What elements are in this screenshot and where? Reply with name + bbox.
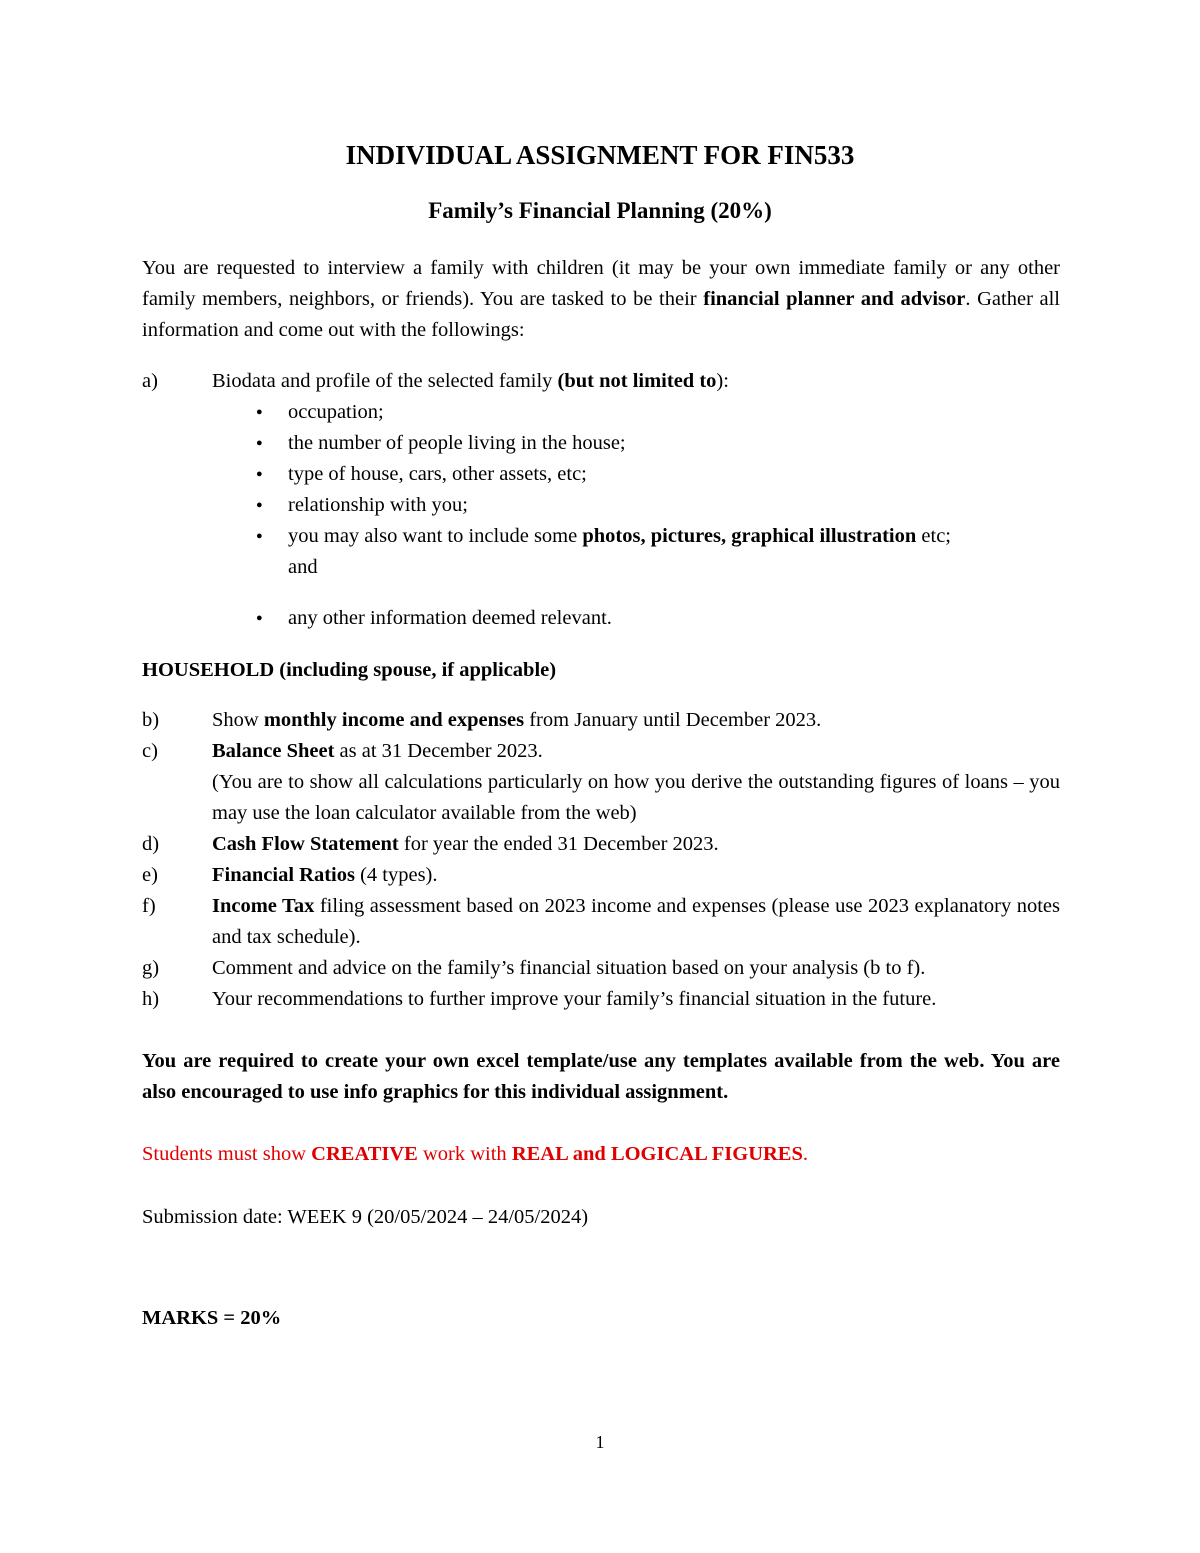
list-label: b) [142, 709, 160, 731]
list-text: Income Tax filing assessment based on 2023 income and expenses (please use 2023 explanatory notes and tax schedule). [212, 895, 1060, 948]
page-number: 1 [595, 1432, 605, 1452]
bullet-text: any other information deemed relevant. [288, 607, 612, 629]
bullet-icon: ● [256, 468, 263, 480]
list-label: a) [142, 370, 158, 392]
list-note: (You are to show all calculations particularly on how you derive the outstanding figures of loans – you may use the loan calculator available from the web) [212, 771, 1060, 824]
intro-bold: financial planner and advisor [703, 288, 966, 310]
bullet-text: type of house, cars, other assets, etc; [288, 463, 587, 485]
marks-label: MARKS = 20% [142, 1307, 282, 1329]
intro-text: You are requested to interview a family with children (it may be your own immediate family or any other family members, neighbors, or friends). You are tasked to be their [142, 257, 1060, 310]
bullet-text: you may also want to include some photos, pictures, graphical illustration etc; [288, 525, 951, 547]
list-label: h) [142, 988, 160, 1010]
bullet-icon: ● [256, 499, 263, 511]
bullet-text: and [288, 556, 318, 578]
household-heading: HOUSEHOLD (including spouse, if applicable) [142, 659, 557, 681]
bullet-text: relationship with you; [288, 494, 468, 516]
list-text: Biodata and profile of the selected family (but not limited to): [212, 370, 729, 392]
bullet-icon: ● [256, 406, 263, 418]
list-label: d) [142, 833, 160, 855]
intro-paragraph [142, 253, 1060, 346]
bullet-icon: ● [256, 530, 263, 542]
list-text: Cash Flow Statement for year the ended 31 December 2023. [212, 833, 719, 855]
requirement-paragraph: You are required to create your own excel template/use any templates available from the web. You are also encouraged to use info graphics for this individual assignment. [142, 1050, 1060, 1103]
submission-date: Submission date: WEEK 9 (20/05/2024 – 24/05/2024) [142, 1206, 589, 1228]
list-label: f) [142, 895, 156, 917]
bullet-icon: ● [256, 437, 263, 449]
list-text: Your recommendations to further improve your family’s financial situation in the future. [212, 988, 937, 1010]
intro-text-end: . Gather all information and come out with the followings: [142, 288, 1060, 341]
list-label: g) [142, 957, 160, 979]
document-title: INDIVIDUAL ASSIGNMENT FOR FIN533 [345, 140, 855, 170]
list-text: Comment and advice on the family’s financial situation based on your analysis (b to f). [212, 957, 926, 979]
list-text: Balance Sheet as at 31 December 2023. [212, 740, 543, 762]
list-label: c) [142, 740, 158, 762]
list-text: Show monthly income and expenses from January until December 2023. [212, 709, 822, 731]
bullet-text: the number of people living in the house; [288, 432, 626, 454]
creative-note: Students must show CREATIVE work with REAL and LOGICAL FIGURES. [142, 1143, 809, 1165]
bullet-icon: ● [256, 612, 263, 624]
document-subtitle: Family’s Financial Planning (20%) [428, 198, 772, 223]
bullet-text: occupation; [288, 401, 384, 423]
list-label: e) [142, 864, 158, 886]
list-text: Financial Ratios (4 types). [212, 864, 438, 886]
